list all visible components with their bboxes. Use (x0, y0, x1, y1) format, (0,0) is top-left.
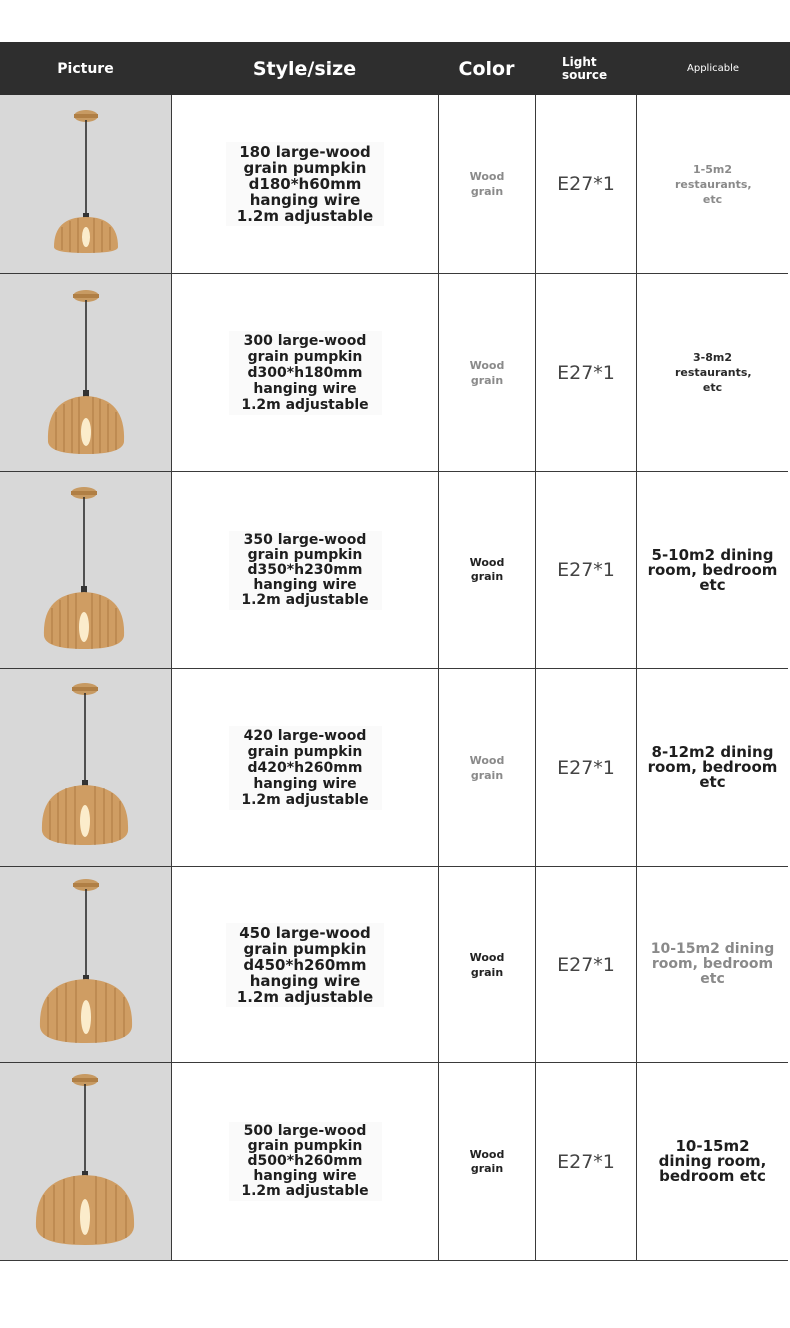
header-light-source-label: Light source (562, 54, 608, 82)
light-source-text: E27*1 (557, 173, 615, 195)
light-source-text: E27*1 (557, 559, 615, 581)
pendant-lamp-icon (0, 95, 171, 273)
applicable-cell (637, 95, 788, 273)
color-text: Wood grain (469, 556, 505, 583)
style-size-cell (172, 95, 439, 273)
style-size-text: 420 large-wood grain pumpkin d420*h260mm hanging wire 1.2m adjustable (229, 726, 382, 810)
color-cell (439, 274, 536, 471)
color-cell (439, 669, 536, 866)
applicable-text: 10-15m2 dining room, bedroom etc (650, 941, 775, 987)
pendant-lamp-icon (0, 472, 171, 668)
applicable-text: 1-5m2 restaurants, etc (675, 162, 752, 206)
light-source-cell (536, 274, 637, 471)
table-header (0, 42, 790, 95)
applicable-cell (637, 274, 788, 471)
style-size-text: 500 large-wood grain pumpkin d500*h260mm hanging wire 1.2m adjustable (229, 1122, 382, 1201)
style-size-text: 350 large-wood grain pumpkin d350*h230mm hanging wire 1.2m adjustable (229, 531, 382, 610)
color-cell (439, 95, 536, 273)
color-text: Wood grain (469, 753, 505, 782)
style-size-text: 450 large-wood grain pumpkin d450*h260mm hanging wire 1.2m adjustable (226, 923, 384, 1007)
style-size-cell (172, 669, 439, 866)
light-source-cell (536, 669, 637, 866)
product-picture (0, 472, 172, 668)
applicable-text: 5-10m2 dining room, bedroom etc (647, 545, 778, 594)
style-size-text: 180 large-wood grain pumpkin d180*h60mm hanging wire 1.2m adjustable (226, 142, 384, 226)
color-cell (439, 472, 536, 668)
applicable-text: 8-12m2 dining room, bedroom etc (647, 743, 778, 791)
pendant-lamp-icon (0, 1063, 171, 1260)
pendant-lamp-icon (0, 274, 171, 471)
header-picture: Picture (57, 60, 114, 77)
header-color: Color (458, 57, 515, 80)
product-picture (0, 95, 172, 273)
header-style-size: Style/size (252, 57, 357, 80)
table-row (0, 669, 788, 867)
light-source-cell (536, 472, 637, 668)
color-cell (439, 1063, 536, 1260)
applicable-text: 10-15m2 dining room, bedroom etc (658, 1137, 767, 1185)
style-size-text: 300 large-wood grain pumpkin d300*h180mm hanging wire 1.2m adjustable (229, 331, 382, 415)
applicable-cell (637, 867, 788, 1062)
color-text: Wood grain (469, 950, 505, 979)
light-source-cell (536, 867, 637, 1062)
color-cell (439, 867, 536, 1062)
table-row (0, 867, 788, 1063)
product-picture (0, 274, 172, 471)
style-size-cell (172, 472, 439, 668)
applicable-cell (637, 1063, 788, 1260)
color-text: Wood grain (469, 358, 505, 387)
header-light-source (535, 42, 636, 95)
style-size-cell (172, 274, 439, 471)
light-source-cell (536, 1063, 637, 1260)
applicable-cell (637, 669, 788, 866)
applicable-cell (637, 472, 788, 668)
light-source-text: E27*1 (557, 953, 615, 976)
product-picture (0, 669, 172, 866)
table-row (0, 472, 788, 669)
light-source-text: E27*1 (557, 361, 615, 384)
style-size-cell (172, 1063, 439, 1260)
header-applicable: Applicable (687, 63, 739, 74)
color-text: Wood grain (469, 1147, 505, 1175)
pendant-lamp-icon (0, 867, 171, 1062)
light-source-text: E27*1 (557, 1150, 615, 1173)
light-source-text: E27*1 (557, 756, 615, 779)
light-source-cell (536, 95, 637, 273)
table-row (0, 274, 788, 472)
product-picture (0, 1063, 172, 1260)
table-row (0, 1063, 788, 1261)
style-size-cell (172, 867, 439, 1062)
color-text: Wood grain (469, 170, 505, 198)
pendant-lamp-icon (0, 669, 171, 866)
applicable-text: 3-8m2 restaurants, etc (675, 351, 752, 394)
table-row (0, 95, 788, 274)
product-picture (0, 867, 172, 1062)
